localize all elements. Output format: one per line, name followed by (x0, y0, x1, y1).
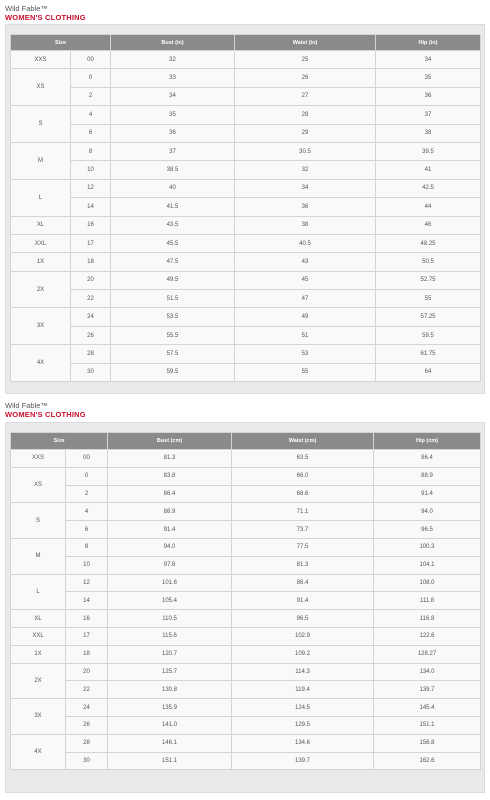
bust-value: 35 (111, 106, 235, 124)
hip-value: 55 (376, 290, 481, 308)
bust-value: 49.5 (111, 271, 235, 289)
waist-value: 53 (235, 345, 376, 363)
bust-value: 115.6 (108, 627, 232, 645)
hip-value: 156.8 (374, 734, 481, 752)
waist-value: 102.9 (232, 627, 374, 645)
bust-value: 120.7 (108, 645, 232, 663)
bust-value: 32 (111, 51, 235, 69)
bust-value: 101.6 (108, 574, 232, 592)
hip-value: 86.4 (374, 450, 481, 468)
table-row (11, 161, 481, 179)
size-label: S (11, 106, 71, 143)
header-waist: Waist (in) (235, 35, 376, 51)
table-row (11, 124, 481, 142)
hip-value: 52.75 (376, 271, 481, 289)
hip-value: 46 (376, 216, 481, 234)
hip-value: 36 (376, 87, 481, 105)
size-number: 6 (71, 124, 111, 142)
waist-value: 34 (235, 179, 376, 197)
table-row (11, 556, 481, 574)
waist-value: 139.7 (232, 752, 374, 770)
hip-value: 57.25 (376, 308, 481, 326)
waist-value: 45 (235, 271, 376, 289)
header-size: Size (11, 35, 111, 51)
table-row (11, 450, 481, 468)
table-row (11, 627, 481, 645)
hip-value: 91.4 (374, 485, 481, 503)
size-number: 20 (66, 663, 108, 681)
bust-value: 41.5 (111, 198, 235, 216)
size-number: 30 (66, 752, 108, 770)
size-number: 28 (66, 734, 108, 752)
header-hip: Hip (in) (376, 35, 481, 51)
size-number: 14 (71, 198, 111, 216)
waist-value: 77.5 (232, 538, 374, 556)
hip-value: 145.4 (374, 699, 481, 717)
bust-value: 40 (111, 179, 235, 197)
hip-value: 44 (376, 198, 481, 216)
size-number: 0 (66, 467, 108, 485)
size-label: 1X (11, 253, 71, 271)
table-row (11, 179, 481, 197)
table-row (11, 538, 481, 556)
waist-value: 40.5 (235, 234, 376, 252)
size-number: 20 (71, 271, 111, 289)
size-number: 12 (66, 574, 108, 592)
size-label: XS (11, 69, 71, 106)
waist-value: 38 (235, 216, 376, 234)
waist-value: 114.3 (232, 663, 374, 681)
bust-value: 53.5 (111, 308, 235, 326)
size-number: 16 (66, 610, 108, 628)
hip-value: 162.6 (374, 752, 481, 770)
size-label: M (11, 142, 71, 179)
waist-value: 119.4 (232, 681, 374, 699)
waist-value: 96.5 (232, 610, 374, 628)
table-row (11, 51, 481, 69)
bust-value: 130.8 (108, 681, 232, 699)
table-row (11, 734, 481, 752)
size-number: 17 (66, 627, 108, 645)
size-chart-table-cm (10, 432, 481, 770)
size-number: 18 (66, 645, 108, 663)
table-row (11, 87, 481, 105)
size-number: 26 (71, 326, 111, 344)
size-label: 2X (11, 663, 66, 699)
size-label: 4X (11, 734, 66, 770)
hip-value: 48.25 (376, 234, 481, 252)
hip-value: 59.5 (376, 326, 481, 344)
bust-value: 146.1 (108, 734, 232, 752)
hip-value: 35 (376, 69, 481, 87)
size-number: 10 (71, 161, 111, 179)
bust-value: 36 (111, 124, 235, 142)
waist-value: 29 (235, 124, 376, 142)
size-label: M (11, 538, 66, 574)
table-row (11, 681, 481, 699)
size-number: 6 (66, 521, 108, 539)
bust-value: 38.5 (111, 161, 235, 179)
waist-value: 55 (235, 363, 376, 381)
size-label: L (11, 179, 71, 216)
size-label: XXL (11, 627, 66, 645)
size-number: 14 (66, 592, 108, 610)
bust-value: 83.8 (108, 467, 232, 485)
waist-value: 26 (235, 69, 376, 87)
waist-value: 124.5 (232, 699, 374, 717)
size-number: 00 (66, 450, 108, 468)
header-hip: Hip (cm) (374, 433, 481, 450)
size-number: 4 (66, 503, 108, 521)
size-number: 12 (71, 179, 111, 197)
size-label: 1X (11, 645, 66, 663)
table-row (11, 345, 481, 363)
size-number: 24 (66, 699, 108, 717)
bust-value: 33 (111, 69, 235, 87)
bust-value: 81.3 (108, 450, 232, 468)
table-row (11, 503, 481, 521)
size-label: 4X (11, 345, 71, 382)
bust-value: 125.7 (108, 663, 232, 681)
section-title: WOMEN'S CLOTHING (5, 410, 86, 419)
waist-value: 86.4 (232, 574, 374, 592)
table-row (11, 234, 481, 252)
hip-value: 108.0 (374, 574, 481, 592)
waist-value: 73.7 (232, 521, 374, 539)
waist-value: 66.0 (232, 467, 374, 485)
size-number: 8 (71, 142, 111, 160)
size-label: XXL (11, 234, 71, 252)
bust-value: 97.8 (108, 556, 232, 574)
bust-value: 141.0 (108, 716, 232, 734)
hip-value: 37 (376, 106, 481, 124)
hip-value: 39.5 (376, 142, 481, 160)
hip-value: 61.75 (376, 345, 481, 363)
waist-value: 129.5 (232, 716, 374, 734)
table-row (11, 521, 481, 539)
bust-value: 55.5 (111, 326, 235, 344)
size-label: XL (11, 610, 66, 628)
waist-value: 30.5 (235, 142, 376, 160)
table-row (11, 142, 481, 160)
table-row (11, 752, 481, 770)
waist-value: 27 (235, 87, 376, 105)
table-row (11, 363, 481, 381)
hip-value: 64 (376, 363, 481, 381)
size-label: L (11, 574, 66, 610)
size-number: 2 (66, 485, 108, 503)
bust-value: 43.5 (111, 216, 235, 234)
size-number: 24 (71, 308, 111, 326)
table-row (11, 592, 481, 610)
size-label: S (11, 503, 66, 539)
table-row (11, 69, 481, 87)
waist-value: 109.2 (232, 645, 374, 663)
size-number: 18 (71, 253, 111, 271)
waist-value: 47 (235, 290, 376, 308)
header-bust: Bust (in) (111, 35, 235, 51)
waist-value: 63.5 (232, 450, 374, 468)
table-row (11, 663, 481, 681)
bust-value: 34 (111, 87, 235, 105)
waist-value: 81.3 (232, 556, 374, 574)
size-label: XXS (11, 450, 66, 468)
size-chart-table-inches (10, 34, 481, 382)
waist-value: 91.4 (232, 592, 374, 610)
bust-value: 37 (111, 142, 235, 160)
hip-value: 41 (376, 161, 481, 179)
table-row (11, 645, 481, 663)
hip-value: 38 (376, 124, 481, 142)
size-label: 3X (11, 699, 66, 735)
table-row (11, 699, 481, 717)
waist-value: 71.1 (232, 503, 374, 521)
brand-name: Wild Fable™ (5, 4, 48, 13)
table-row (11, 716, 481, 734)
bust-value: 105.4 (108, 592, 232, 610)
waist-value: 51 (235, 326, 376, 344)
hip-value: 122.6 (374, 627, 481, 645)
table-row (11, 308, 481, 326)
hip-value: 134.0 (374, 663, 481, 681)
table-row (11, 290, 481, 308)
hip-value: 42.5 (376, 179, 481, 197)
hip-value: 128.27 (374, 645, 481, 663)
table-row (11, 326, 481, 344)
header-bust: Bust (cm) (108, 433, 232, 450)
bust-value: 94.0 (108, 538, 232, 556)
hip-value: 104.1 (374, 556, 481, 574)
waist-value: 36 (235, 198, 376, 216)
waist-value: 32 (235, 161, 376, 179)
waist-value: 25 (235, 51, 376, 69)
size-label: XL (11, 216, 71, 234)
hip-value: 111.8 (374, 592, 481, 610)
bust-value: 45.5 (111, 234, 235, 252)
bust-value: 151.1 (108, 752, 232, 770)
bust-value: 135.9 (108, 699, 232, 717)
bust-value: 51.5 (111, 290, 235, 308)
table-row (11, 216, 481, 234)
header-waist: Waist (cm) (232, 433, 374, 450)
section-title: WOMEN'S CLOTHING (5, 13, 86, 22)
table-row (11, 198, 481, 216)
table-row (11, 610, 481, 628)
header-size: Size (11, 433, 108, 450)
table-row (11, 106, 481, 124)
table-row (11, 485, 481, 503)
bust-value: 110.5 (108, 610, 232, 628)
brand-name: Wild Fable™ (5, 401, 48, 410)
size-number: 00 (71, 51, 111, 69)
size-label: XXS (11, 51, 71, 69)
hip-value: 88.9 (374, 467, 481, 485)
size-number: 28 (71, 345, 111, 363)
bust-value: 59.5 (111, 363, 235, 381)
bust-value: 86.4 (108, 485, 232, 503)
size-label: 3X (11, 308, 71, 345)
hip-value: 96.5 (374, 521, 481, 539)
bust-value: 91.4 (108, 521, 232, 539)
size-number: 16 (71, 216, 111, 234)
hip-value: 94.0 (374, 503, 481, 521)
size-number: 4 (71, 106, 111, 124)
hip-value: 139.7 (374, 681, 481, 699)
waist-value: 49 (235, 308, 376, 326)
size-number: 8 (66, 538, 108, 556)
waist-value: 43 (235, 253, 376, 271)
hip-value: 116.8 (374, 610, 481, 628)
size-number: 10 (66, 556, 108, 574)
size-label: XS (11, 467, 66, 503)
bust-value: 88.9 (108, 503, 232, 521)
size-label: 2X (11, 271, 71, 308)
size-number: 26 (66, 716, 108, 734)
waist-value: 68.6 (232, 485, 374, 503)
waist-value: 28 (235, 106, 376, 124)
hip-value: 34 (376, 51, 481, 69)
bust-value: 57.5 (111, 345, 235, 363)
size-number: 2 (71, 87, 111, 105)
size-number: 17 (71, 234, 111, 252)
size-number: 30 (71, 363, 111, 381)
table-row (11, 574, 481, 592)
hip-value: 50.5 (376, 253, 481, 271)
hip-value: 100.3 (374, 538, 481, 556)
size-number: 0 (71, 69, 111, 87)
bust-value: 47.5 (111, 253, 235, 271)
table-row (11, 253, 481, 271)
hip-value: 151.1 (374, 716, 481, 734)
waist-value: 134.6 (232, 734, 374, 752)
size-number: 22 (71, 290, 111, 308)
size-number: 22 (66, 681, 108, 699)
table-row (11, 467, 481, 485)
table-row (11, 271, 481, 289)
